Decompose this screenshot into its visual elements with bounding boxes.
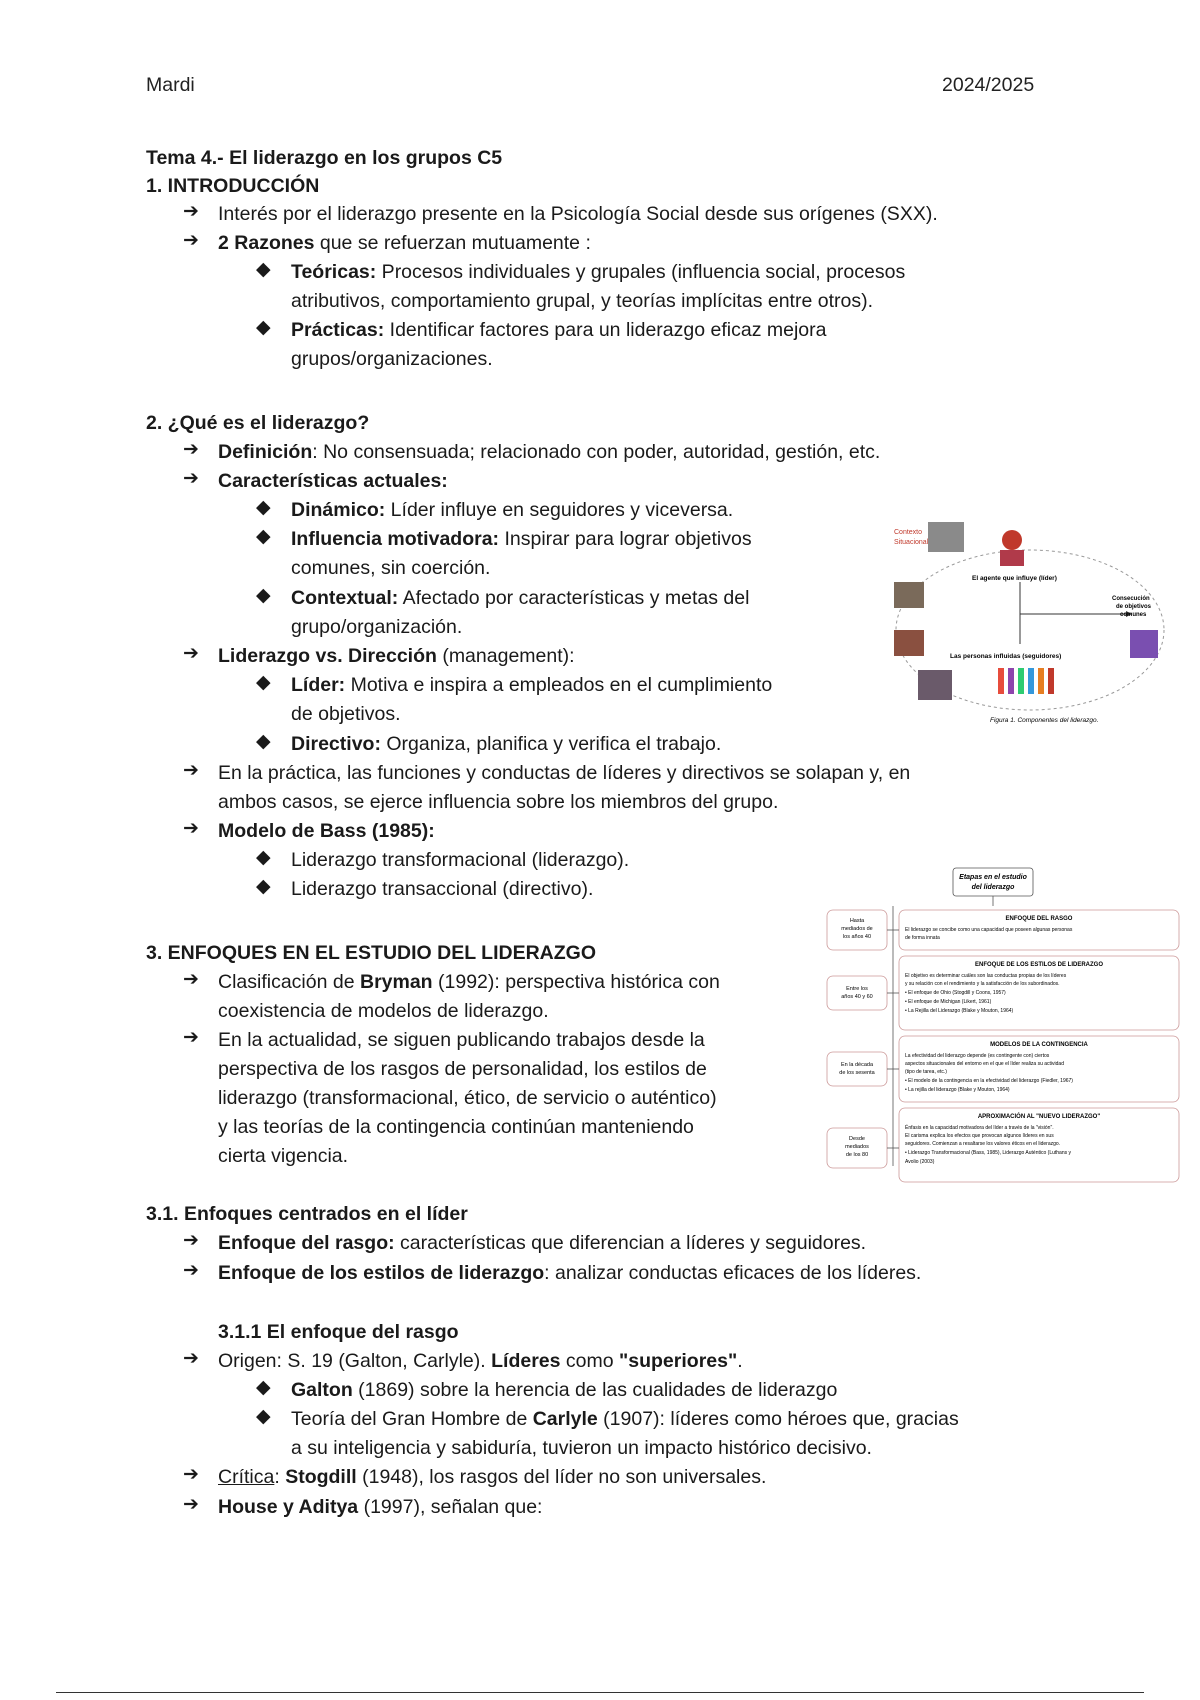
header-year: 2024/2025 [942, 74, 1035, 96]
fig2-r4-text-4: • Liderazgo Transformacional (Bass, 1985), Liderazgo Auténtico (Luthans y [905, 1150, 1072, 1156]
fig2-r4-text-1: Énfasis en la capacidad motivadora del líder a través de la "visión". [905, 1125, 1054, 1131]
diamond-bullet-icon: ◆ [256, 1406, 271, 1427]
fig1-goal-1: Consecución [1112, 596, 1150, 602]
fig1-situational: Situacional [894, 539, 929, 546]
diamond-bullet-icon: ◆ [256, 259, 271, 280]
fig2-r2-left-1: Entre los [846, 986, 868, 992]
arrow-bullet-icon: ➔ [183, 230, 199, 251]
fig2-r3-text-2: aspectos situacionales del entorno en el que el líder realiza su actividad [905, 1061, 1064, 1067]
actualidad-1: En la actualidad, se siguen publicando trabajos desde la [218, 1029, 705, 1051]
caract-influencia: Influencia motivadora: Inspirar para lograr objetivos [291, 528, 752, 550]
diamond-bullet-icon: ◆ [256, 876, 271, 897]
fig1-agent: El agente que influye (líder) [972, 575, 1057, 582]
directivo-item: Directivo: Organiza, planifica y verifica el trabajo. [291, 733, 722, 755]
fig2-r4-text-5: Avolio (2003) [905, 1159, 935, 1165]
fig2-r1-left-1: Hasta [849, 918, 865, 924]
fig2-r2-text-5: • La Rejilla del Liderazgo (Blake y Mouton, 1964) [905, 1008, 1014, 1014]
arrow-bullet-icon: ➔ [183, 1260, 199, 1281]
caracteristicas: Características actuales: [218, 470, 448, 492]
photo-icon [894, 582, 924, 608]
house-aditya: House y Aditya (1997), señalan que: [218, 1496, 543, 1518]
diamond-bullet-icon: ◆ [256, 497, 271, 518]
footer-rule [56, 1692, 1144, 1693]
fig2-r3-text-5: • La rejilla del liderazgo (Blake y Mouton, 1964) [905, 1087, 1010, 1093]
fig2-r2-text-2: y su relación con el rendimiento y la satisfacción de los subordinados. [905, 981, 1060, 987]
fig2-r1-left-3: los años 40 [842, 934, 872, 940]
caract-dinamico: Dinámico: Líder influye en seguidores y viceversa. [291, 499, 734, 521]
followers-icon [998, 668, 1054, 694]
header-author: Mardi [146, 74, 195, 96]
liderazgo-vs-direccion: Liderazgo vs. Dirección (management): [218, 645, 575, 667]
fig2-r3-head: MODELOS DE LA CONTINGENCIA [990, 1042, 1088, 1048]
arrow-bullet-icon: ➔ [183, 760, 199, 781]
goal-icon [1130, 630, 1158, 658]
arrow-bullet-icon: ➔ [183, 969, 199, 990]
carlyle-cont: a su inteligencia y sabiduría, tuvieron un impacto histórico decisivo. [291, 1437, 872, 1459]
clasificacion-bryman-cont: coexistencia de modelos de liderazgo. [218, 1000, 549, 1022]
carlyle: Teoría del Gran Hombre de Carlyle (1907): líderes como héroes que, gracias [291, 1408, 959, 1430]
fig2-r1-text-1: El liderazgo se concibe como una capacidad que poseen algunas personas [905, 927, 1073, 933]
arrow-bullet-icon: ➔ [183, 1230, 199, 1251]
reason-teoricas: Teóricas: Procesos individuales y grupales (influencia social, procesos [291, 261, 906, 283]
photo-icon [894, 630, 924, 656]
diamond-bullet-icon: ◆ [256, 526, 271, 547]
fig2-title-2: del liderazgo [971, 884, 1015, 891]
fig2-r4-text-3: seguidores. Comienzan a resaltarse los valores éticos en el liderazgo. [905, 1141, 1061, 1147]
fig2-r1-head: ENFOQUE DEL RASGO [1005, 916, 1073, 922]
enfoque-estilos: Enfoque de los estilos de liderazgo: analizar conductas eficaces de los líderes. [218, 1262, 922, 1284]
fig2-r4-left-3: de los 80 [845, 1152, 869, 1158]
fig2-r3-text-1: La efectividad del liderazgo depende (es contingente con) ciertos [905, 1053, 1050, 1059]
fig2-title-1: Etapas en el estudio [959, 874, 1027, 881]
actualidad-5: cierta vigencia. [218, 1145, 349, 1167]
fig2-r2-text-3: • El enfoque de Ohio (Stogdill y Coons, 1957) [905, 990, 1006, 996]
fig2-r1-left-2: mediados de [841, 926, 873, 932]
figure-leadership-stages [823, 866, 1183, 1186]
arrow-bullet-icon: ➔ [183, 643, 199, 664]
section-3-1-heading: 3.1. Enfoques centrados en el líder [146, 1203, 468, 1225]
critica: Crítica: Stogdill (1948), los rasgos del líder no son universales. [218, 1466, 767, 1488]
intro-bullet-2: 2 Razones que se refuerzan mutuamente : [218, 232, 591, 254]
fig1-goal-2: de objetivos [1116, 604, 1152, 610]
practica-text-cont: ambos casos, se ejerce influencia sobre los miembros del grupo. [218, 791, 779, 813]
diamond-bullet-icon: ◆ [256, 317, 271, 338]
caract-contextual: Contextual: Afectado por características y metas del [291, 587, 750, 609]
section-2-heading: 2. ¿Qué es el liderazgo? [146, 412, 370, 434]
clasificacion-bryman: Clasificación de Bryman (1992): perspectiva histórica con [218, 971, 720, 993]
galton: Galton (1869) sobre la herencia de las cualidades de liderazgo [291, 1379, 838, 1401]
intro-bullet-1: Interés por el liderazgo presente en la Psicología Social desde sus orígenes (SXX). [218, 203, 938, 225]
bass-transaccional: Liderazgo transaccional (directivo). [291, 878, 594, 900]
actualidad-3: liderazgo (transformacional, ético, de servicio o auténtico) [218, 1087, 717, 1109]
reason-practicas-cont: grupos/organizaciones. [291, 348, 493, 370]
practica-text: En la práctica, las funciones y conductas de líderes y directivos se solapan y, en [218, 762, 911, 784]
fig1-context: Contexto [894, 529, 923, 536]
enfoque-rasgo: Enfoque del rasgo: características que diferencian a líderes y seguidores. [218, 1232, 867, 1254]
fig2-r3-text-4: • El modelo de la contingencia en la efectividad del liderazgo (Fiedler, 1967) [905, 1078, 1073, 1084]
lider-item-cont: de objetivos. [291, 703, 401, 725]
arrow-bullet-icon: ➔ [183, 201, 199, 222]
fig2-r2-head: ENFOQUE DE LOS ESTILOS DE LIDERAZGO [974, 962, 1104, 968]
fig1-people: Las personas influidas (seguidores) [950, 653, 1062, 660]
fig2-r4-left-1: Desde [849, 1136, 865, 1142]
fig2-r2-left-2: años 40 y 60 [841, 994, 873, 1000]
actualidad-4: y las teorías de la contingencia continúan manteniendo [218, 1116, 694, 1138]
fig2-r2-text-4: • El enfoque de Michigan (Likert, 1961) [905, 999, 992, 1005]
arrow-bullet-icon: ➔ [183, 1027, 199, 1048]
bass-transformacional: Liderazgo transformacional (liderazgo). [291, 849, 630, 871]
arrow-bullet-icon: ➔ [183, 1494, 199, 1515]
fig2-r4-head: APROXIMACIÓN AL "NUEVO LIDERAZGO" [977, 1114, 1101, 1120]
fig2-r2-text-1: El objetivo es determinar cuáles son las conductas propias de los líderes [905, 973, 1067, 979]
figure-leadership-components [880, 520, 1170, 730]
document-title: Tema 4.- El liderazgo en los grupos C5 [146, 147, 503, 169]
fig1-caption: Figura 1. Componentes del liderazgo. [990, 717, 1099, 724]
definicion: Definición: No consensuada; relacionado con poder, autoridad, gestión, etc. [218, 441, 881, 463]
lider-item: Líder: Motiva e inspira a empleados en el cumplimiento [291, 674, 773, 696]
diamond-bullet-icon: ◆ [256, 672, 271, 693]
section-3-1-1-heading: 3.1.1 El enfoque del rasgo [218, 1321, 459, 1343]
reason-practicas: Prácticas: Identificar factores para un liderazgo eficaz mejora [291, 319, 827, 341]
reason-teoricas-cont: atributivos, comportamiento grupal, y teorías implícitas entre otros). [291, 290, 873, 312]
fig2-r3-left-2: de los sesenta [839, 1070, 875, 1076]
fig2-r3-left-1: En la década [840, 1062, 874, 1068]
arrow-bullet-icon: ➔ [183, 468, 199, 489]
photo-icon [928, 522, 964, 552]
actualidad-2: perspectiva de los rasgos de personalidad, los estilos de [218, 1058, 707, 1080]
arrow-bullet-icon: ➔ [183, 1464, 199, 1485]
fig1-goal-3: comunes [1120, 612, 1147, 618]
fig2-r4-text-2: El carisma explica los efectos que provocan algunos líderes en sus [905, 1133, 1054, 1139]
fig2-r3-text-3: (tipo de tarea, etc.) [905, 1069, 947, 1075]
diamond-bullet-icon: ◆ [256, 731, 271, 752]
section-1-heading: 1. INTRODUCCIÓN [146, 175, 320, 197]
section-3-heading: 3. ENFOQUES EN EL ESTUDIO DEL LIDERAZGO [146, 942, 597, 964]
caract-contextual-cont: grupo/organización. [291, 616, 463, 638]
diamond-bullet-icon: ◆ [256, 1377, 271, 1398]
fig2-r4-left-2: mediados [845, 1144, 869, 1150]
arrow-bullet-icon: ➔ [183, 1348, 199, 1369]
origen: Origen: S. 19 (Galton, Carlyle). Líderes como "superiores". [218, 1350, 743, 1372]
leader-icon [1002, 530, 1022, 550]
modelo-bass: Modelo de Bass (1985): [218, 820, 435, 842]
caract-influencia-cont: comunes, sin coerción. [291, 557, 491, 579]
diamond-bullet-icon: ◆ [256, 847, 271, 868]
fig2-r1-text-2: de forma innata [905, 935, 940, 941]
diamond-bullet-icon: ◆ [256, 585, 271, 606]
arrow-bullet-icon: ➔ [183, 439, 199, 460]
photo-icon [918, 670, 952, 700]
arrow-bullet-icon: ➔ [183, 818, 199, 839]
